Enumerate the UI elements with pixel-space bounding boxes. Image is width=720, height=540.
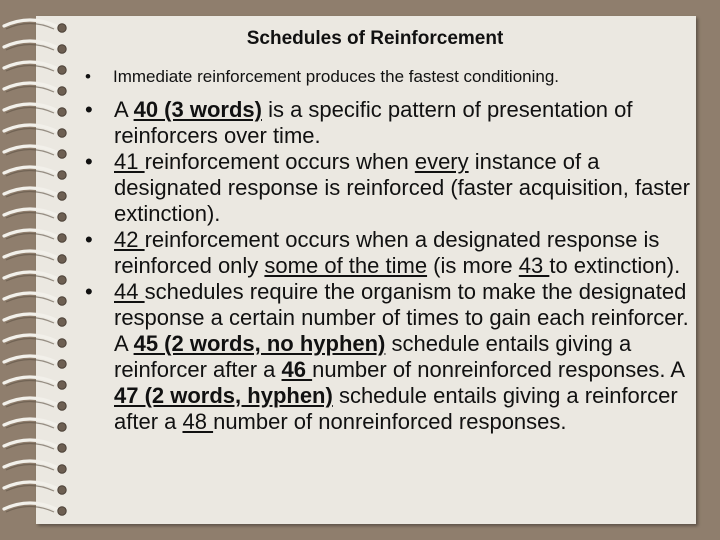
bullet-text: A [114, 97, 134, 122]
spiral-ring-icon [4, 125, 66, 137]
spiral-ring-icon [4, 62, 66, 74]
blank-answer: some of the time [264, 253, 428, 278]
blank-answer: 44 [114, 279, 145, 304]
spiral-ring-icon [4, 104, 66, 116]
spiral-ring-icon [4, 335, 66, 347]
spiral-ring-icon [4, 146, 66, 158]
blank-answer: 48 [182, 409, 214, 434]
bullet-text: schedule entails giving a reinforcer after a [114, 383, 678, 434]
spiral-ring-icon [4, 272, 66, 284]
spiral-ring-icon [4, 440, 66, 452]
bullet-item [85, 279, 693, 435]
bullet-text: instance of a designated response is reinforced (faster acquisition, faster extinction). [114, 149, 690, 226]
spiral-ring-icon [4, 377, 66, 389]
bullet-item [85, 97, 693, 149]
spiral-ring-icon [4, 251, 66, 263]
blank-answer: 46 [281, 357, 313, 382]
spiral-ring-icon [4, 461, 66, 473]
bullet-text: reinforcement occurs when a designated response is reinforced only [114, 227, 660, 278]
bullet-text: schedules require the organism to make the designated response a certain number of times to gain each reinforcer. A [114, 279, 689, 356]
spiral-ring-icon [4, 419, 66, 431]
spiral-binding-icon [0, 14, 80, 524]
bullet-icon: • [85, 279, 93, 304]
bullet-item [85, 227, 693, 279]
spiral-ring-icon [4, 398, 66, 410]
spiral-ring-icon [4, 83, 66, 95]
blank-answer: 43 [518, 253, 550, 278]
blank-answer: every [414, 149, 469, 174]
bullet-icon: • [85, 227, 93, 252]
blank-answer: 41 [114, 149, 145, 174]
bullet-icon: • [85, 149, 93, 174]
spiral-ring-icon [4, 482, 66, 494]
bullet-text: number of nonreinforced responses. A [312, 357, 684, 382]
spiral-ring-icon [4, 188, 66, 200]
bullet-icon: • [85, 97, 93, 122]
spiral-ring-icon [4, 167, 66, 179]
spiral-ring-icon [4, 209, 66, 221]
blank-answer: 42 [114, 227, 145, 252]
bullet-list [85, 97, 693, 435]
intro-bullet-text: Immediate reinforcement produces the fastest conditioning. [113, 67, 560, 86]
bullet-text: to extinction). [549, 253, 681, 278]
bullet-text: (is more [427, 253, 519, 278]
blank-answer: 47 (2 words, hyphen) [114, 383, 333, 408]
bullet-text: reinforcement occurs when [144, 149, 415, 174]
bullet-text: number of nonreinforced responses. [213, 409, 567, 434]
spiral-ring-icon [4, 314, 66, 326]
blank-answer: 40 (3 words) [133, 97, 262, 122]
spiral-ring-icon [4, 230, 66, 242]
bullet-item [85, 149, 693, 227]
bullet-icon: • [85, 67, 91, 86]
blank-answer: 45 (2 words, no hyphen) [133, 331, 386, 356]
spiral-ring-icon [4, 293, 66, 305]
bullet-text: schedule entails giving a reinforcer after a [114, 331, 632, 382]
bullet-text: is a specific pattern of presentation of reinforcers over time. [114, 97, 633, 148]
slide-title: Schedules of Reinforcement [246, 28, 504, 49]
spiral-ring-icon [4, 503, 66, 515]
spiral-ring-icon [4, 356, 66, 368]
intro-bullet [85, 67, 685, 87]
